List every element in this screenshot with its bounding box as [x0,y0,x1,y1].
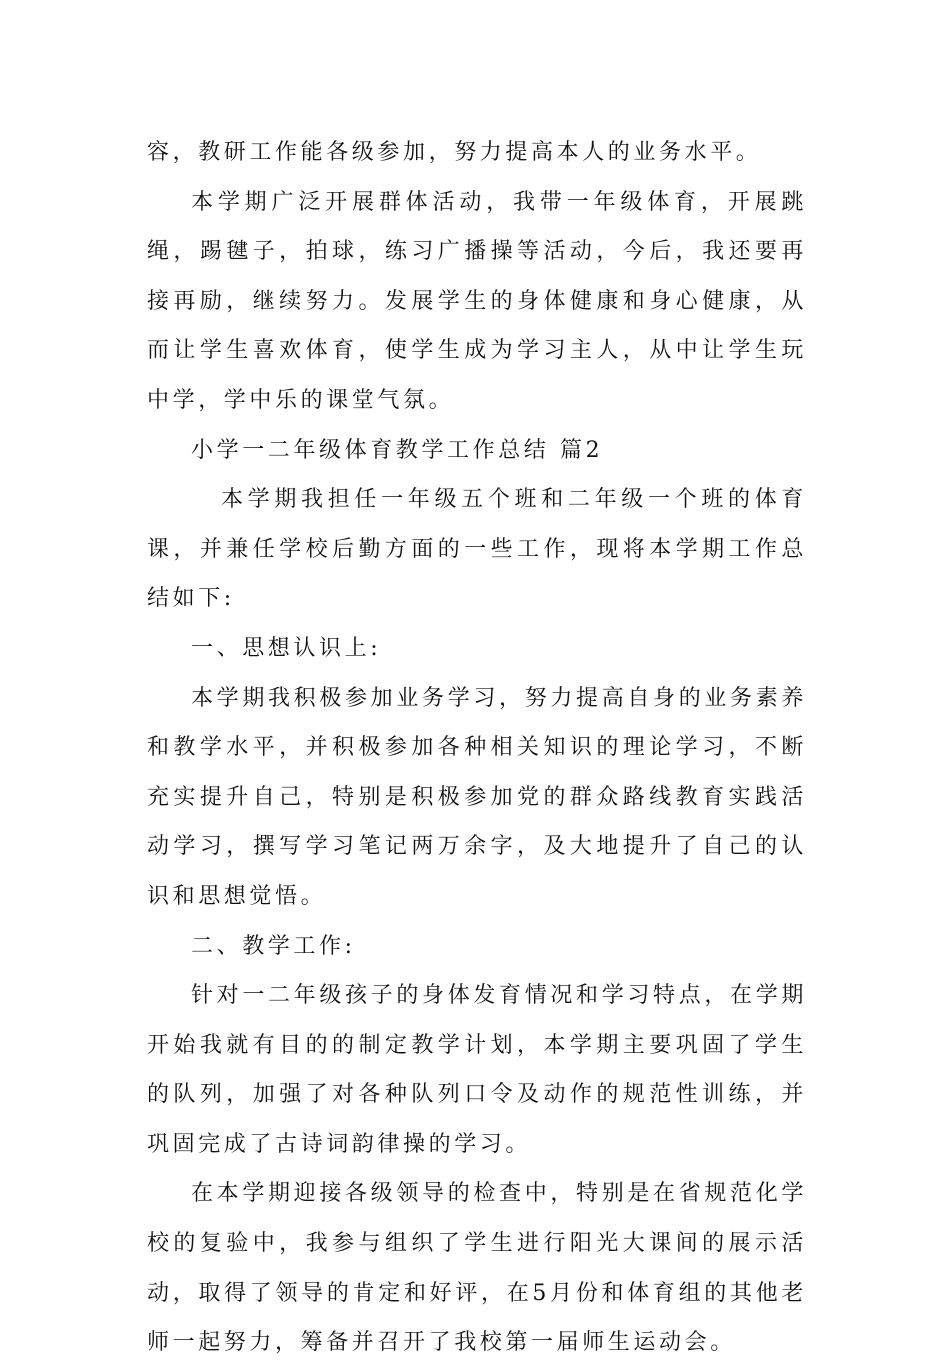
paragraph-ideology: 本学期我积极参加业务学习，努力提高自身的业务素养和教学水平，并积极参加各种相关知识的理论学习，不断充实提升自己，特别是积极参加党的群众路线教育实践活动学习，撰写学习笔记两万余字，及大地提升了自己的认识和思想觉悟。 [147,685,807,909]
subheading-teaching: 二、教学工作: [191,933,356,959]
section-heading-part-2: 小学一二年级体育教学工作总结 篇2 [191,437,604,463]
paragraph-continuation: 容，教研工作能各级参加，努力提高本人的业务水平。 [147,140,762,165]
document-body [147,128,807,1368]
subheading-ideology: 一、思想认识上: [191,635,382,661]
paragraph-group-activities: 本学期广泛开展群体活动，我带一年级体育，开展跳绳，踢毽子，拍球，练习广播操等活动，今后，我还要再接再励，继续努力。发展学生的身体健康和身心健康，从而让学生喜欢体育，使学生成为学习主人，从中让学生玩中学，学中乐的课堂气氛。 [147,189,807,413]
paragraph-inspection: 在本学期迎接各级领导的检查中，特别是在省规范化学校的复验中，我参与组织了学生进行阳光大课间的展示活动，取得了领导的肯定和好评，在5月份和体育组的其他老师一起努力，筹备并召开了我校第一届师生运动会。 [147,1181,807,1356]
paragraph-teaching: 针对一二年级孩子的身体发育情况和学习特点，在学期开始我就有目的的制定教学计划，本学期主要巩固了学生的队列，加强了对各种队列口令及动作的规范性训练，并巩固完成了古诗词韵律操的学习。 [147,983,807,1157]
paragraph-intro: 本学期我担任一年级五个班和二年级一个班的体育课，并兼任学校后勤方面的一些工作，现将本学期工作总结如下: [147,487,807,612]
